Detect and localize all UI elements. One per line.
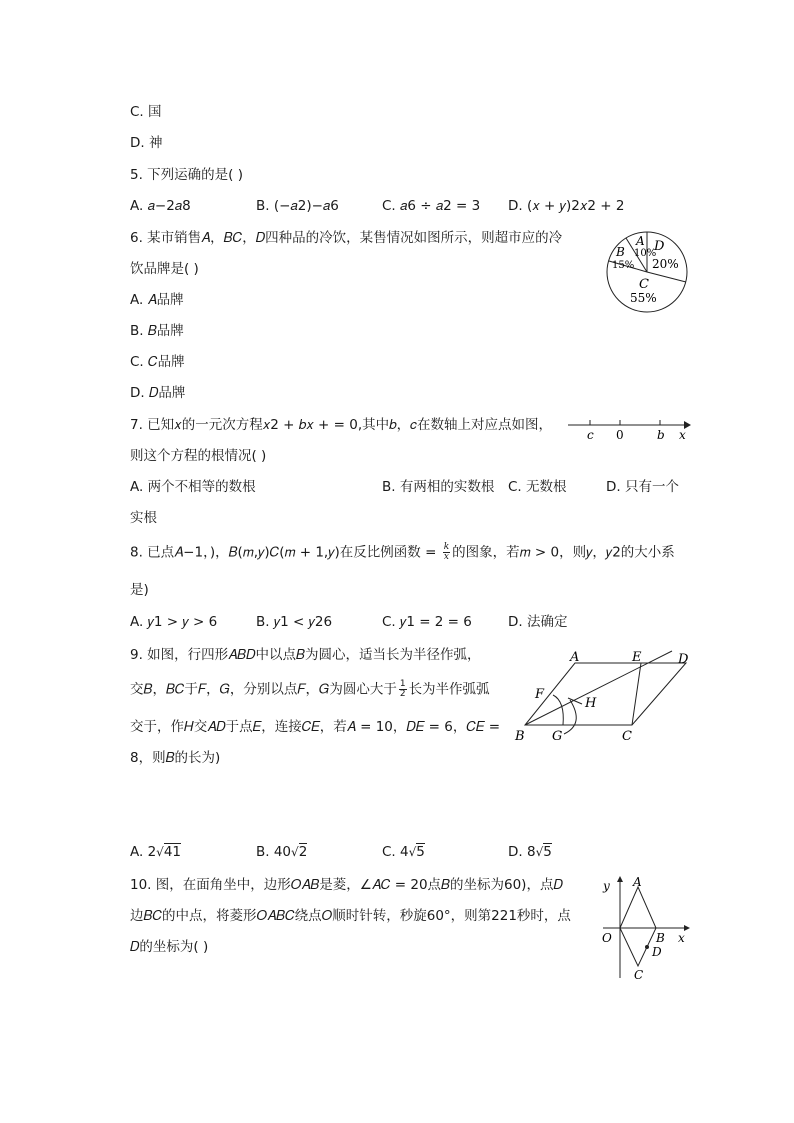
q9-option-a-radical-icon: √ bbox=[156, 845, 164, 859]
arc-h bbox=[564, 700, 576, 734]
axis-label-c: c bbox=[587, 428, 594, 442]
q9-frac-den: 2 bbox=[399, 689, 406, 699]
q9-stem-line4: 8，则𝐵的长为) bbox=[130, 750, 221, 766]
q9-option-d-radical-icon: √ bbox=[535, 845, 544, 859]
q8-stem-line2: 是) bbox=[130, 582, 149, 598]
q8-frac-num: 𝑘 bbox=[443, 542, 450, 552]
label-c: C bbox=[634, 968, 644, 982]
q10-rhombus-figure bbox=[598, 872, 694, 984]
q6-option-d: D. 𝐷品牌 bbox=[130, 385, 186, 401]
q8-option-d: D. 法确定 bbox=[508, 614, 568, 630]
pie-label-a: A bbox=[636, 234, 645, 248]
label-b: B bbox=[515, 729, 525, 744]
q9-stem-line2 bbox=[130, 680, 490, 699]
q8-stem-line1 bbox=[130, 543, 675, 562]
q6-option-b: B. 𝐵品牌 bbox=[130, 323, 184, 339]
pie-label-b: B bbox=[616, 245, 625, 259]
q6-stem-line1: 6. 某市销售𝐴，𝐵𝐶，𝐷四种品的冷饮，某售情况如图所示，则超市应的冷 bbox=[130, 230, 563, 246]
label-b: B bbox=[656, 931, 665, 945]
axis-label-b: b bbox=[657, 428, 665, 442]
q9-option-b-coef: B. 40 bbox=[256, 844, 292, 860]
q9-option-a-coef: A. 2 bbox=[130, 844, 157, 860]
q9-option-b-radicand: 2 bbox=[298, 844, 308, 860]
q9-option-c-radicand: 5 bbox=[416, 844, 425, 860]
q9-option-b-radical-icon: √ bbox=[291, 845, 299, 859]
label-e: E bbox=[632, 650, 642, 665]
pie-pct-d: 20% bbox=[652, 257, 679, 271]
q5-option-d: D. (𝑥 + 𝑦)2𝑥2 + 2 bbox=[508, 198, 625, 214]
q9-fraction bbox=[399, 680, 407, 699]
q10-stem-line3: 𝐷的坐标为( ) bbox=[130, 939, 209, 955]
q9-option-d-coef: D. 8 bbox=[508, 844, 536, 860]
q9-option-c-coef: C. 4 bbox=[382, 844, 409, 860]
label-c: C bbox=[622, 729, 632, 744]
q9-parallelogram-figure bbox=[510, 646, 696, 746]
axis-label-zero: 0 bbox=[616, 428, 624, 442]
q9-option-d bbox=[508, 843, 552, 861]
q9-stem-part1: 交𝐵，𝐵𝐶于𝐹，𝐺，分别以点𝐹，𝐺为圆心大于 bbox=[130, 681, 397, 698]
q9-stem-line1: 9. 如图，行四形𝐴𝐵𝐷中以点𝐵为圆心，适当长为半径作弧， bbox=[130, 647, 481, 663]
q6-stem-line2: 饮品牌是( ) bbox=[130, 261, 199, 277]
q5-stem: 5. 下列运确的是( ) bbox=[130, 167, 243, 183]
rhombus-oabc bbox=[620, 887, 656, 966]
pie-divider-dc bbox=[647, 272, 686, 282]
q9-stem-line3: 交于，作𝐻交𝐴𝐷于点𝐸，连接𝐶𝐸，若𝐴 = 10，𝐷𝐸 = 6，𝐶𝐸 = bbox=[130, 719, 501, 735]
label-o: O bbox=[602, 931, 612, 945]
y-axis-arrow bbox=[617, 876, 623, 882]
parallelogram-abcd bbox=[525, 663, 686, 725]
q7-number-line bbox=[566, 416, 692, 444]
q7-option-b: B. 有两相的实数根 bbox=[382, 479, 495, 495]
q9-option-a-radicand: 41 bbox=[163, 844, 182, 860]
q7-option-a: A. 两个不相等的数根 bbox=[130, 479, 256, 495]
q8-fraction bbox=[443, 543, 450, 562]
q4-option-c: C. 国 bbox=[130, 104, 162, 120]
q7-stem-line2: 则这个方程的根情况( ) bbox=[130, 448, 267, 464]
axis-label-x: x bbox=[679, 428, 686, 442]
q8-option-a: A. 𝑦1 > 𝑦 > 6 bbox=[130, 614, 218, 630]
label-a: A bbox=[570, 650, 580, 665]
label-f: F bbox=[535, 687, 545, 702]
q7-stem-line1: 7. 已知𝑥的一元次方程𝑥2 + 𝑏𝑥 + = 0,其中𝑏，𝑐在数轴上对应点如图， bbox=[130, 417, 553, 433]
bisector-be-line bbox=[525, 651, 672, 725]
q9-option-c bbox=[382, 843, 425, 861]
q8-option-b: B. 𝑦1 < 𝑦26 bbox=[256, 614, 333, 630]
pie-label-c: C bbox=[639, 277, 649, 292]
label-d: D bbox=[652, 945, 662, 959]
q6-pie-figure bbox=[604, 228, 690, 316]
q5-option-a: A. 𝑎−2𝑎8 bbox=[130, 198, 191, 214]
q9-option-b bbox=[256, 843, 307, 861]
label-h: H bbox=[585, 696, 597, 711]
q5-option-b: B. (−𝑎2)−𝑎6 bbox=[256, 198, 339, 214]
point-d bbox=[645, 945, 649, 949]
pie-pct-b: 15% bbox=[612, 260, 635, 271]
q8-stem-part2: 的图象，若𝑚 > 0，则𝑦，𝑦2的大小系 bbox=[452, 544, 675, 561]
label-x: x bbox=[678, 931, 685, 945]
pie-pct-c: 55% bbox=[630, 291, 657, 305]
q6-option-a: A. 𝐴品牌 bbox=[130, 292, 184, 308]
q9-stem-part2: 长为半作弧弧 bbox=[408, 681, 490, 698]
q8-stem-part1: 8. 已点𝐴−1，)，𝐵(𝑚,𝑦)𝐶(𝑚 + 1,𝑦)在反比例函数 = bbox=[130, 544, 441, 561]
q10-stem-line2: 边𝐵𝐶的中点，将菱形𝑂𝐴𝐵𝐶绕点𝑂顺时针转，秒旋60°，则第221秒时，点 bbox=[130, 908, 571, 924]
label-g: G bbox=[552, 729, 563, 744]
q9-option-c-radical-icon: √ bbox=[408, 845, 417, 859]
label-a: A bbox=[633, 875, 642, 889]
q5-option-c: C. 𝑎6 ÷ 𝑎2 = 3 bbox=[382, 198, 481, 214]
q9-frac-num: 1 bbox=[399, 679, 406, 689]
label-d: D bbox=[678, 652, 689, 667]
q7-option-d-cont: 实根 bbox=[130, 510, 157, 526]
q7-option-d: D. 只有一个 bbox=[606, 479, 679, 495]
q8-frac-den: 𝑥 bbox=[443, 552, 449, 562]
q9-option-a bbox=[130, 843, 181, 861]
label-y: y bbox=[603, 879, 610, 893]
pie-label-d: D bbox=[654, 239, 665, 254]
q10-stem-line1: 10. 图，在面角坐中，边形𝑂𝐴𝐵是菱，∠𝐴𝐶 = 20点𝐵的坐标为60)，点𝐷 bbox=[130, 877, 563, 893]
q9-option-d-radicand: 5 bbox=[543, 844, 552, 860]
pie-pct-a: 10% bbox=[634, 248, 657, 259]
q8-option-c: C. 𝑦1 = 2 = 6 bbox=[382, 614, 472, 630]
q7-option-c: C. 无数根 bbox=[508, 479, 567, 495]
x-axis-arrow bbox=[684, 925, 690, 931]
q4-option-d: D. 神 bbox=[130, 135, 163, 151]
q6-option-c: C. 𝐶品牌 bbox=[130, 354, 185, 370]
